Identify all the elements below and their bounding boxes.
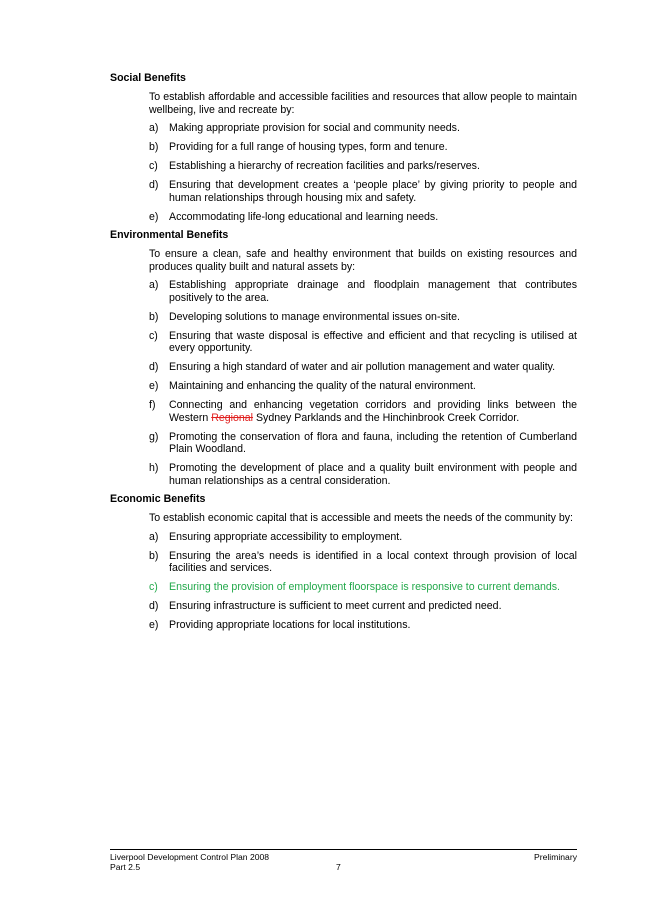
list-item [149,550,577,575]
item-text: Establishing a hierarchy of recreation facilities and parks/reserves. [169,160,480,172]
item-text [169,399,577,424]
social-benefits-section [0,72,653,223]
item-letter: c) [149,581,158,593]
list-item [149,279,577,304]
item-text: Maintaining and enhancing the quality of the natural environment. [169,380,476,392]
item-text: Developing solutions to manage environmental issues on-site. [169,310,460,323]
item-text: Ensuring that development creates a ‘people place’ by giving priority to people and human relationships through housing mix and safety. [169,179,577,204]
list-item [149,380,577,393]
item-text: Ensuring the area’s needs is identified in a local context through provision of local facilities and services. [169,549,577,574]
item-text: Establishing appropriate drainage and floodplain management that contributes positively to the area. [169,279,577,304]
item-text: Accommodating life-long educational and learning needs. [169,210,439,223]
environmental-benefits-section [0,229,653,487]
item-text-before: Connecting and enhancing vegetation corridors and providing links between the Western [169,399,577,424]
item-letter: a) [149,530,159,543]
section-heading: Social Benefits [110,72,186,84]
list-item [149,361,577,374]
item-text: Ensuring a high standard of water and air pollution management and water quality. [169,361,556,373]
section-intro: To ensure a clean, safe and healthy environment that builds on existing resources and produces quality built and natural assets by: [149,248,577,273]
item-letter: b) [149,310,159,323]
footer-status: Preliminary [534,852,577,862]
list-item [149,431,577,456]
item-text: Ensuring appropriate accessibility to employment. [169,530,403,543]
list-item [149,211,577,224]
item-letter: d) [149,600,159,612]
item-letter: a) [149,122,159,134]
footer-doc-title: Liverpool Development Control Plan 2008 [110,852,270,862]
item-text: Making appropriate provision for social and community needs. [169,122,460,134]
item-letter: c) [149,160,158,172]
list-item [149,141,577,154]
section-intro: To establish economic capital that is accessible and meets the needs of the community by: [149,512,573,524]
list-item [149,160,577,173]
footer-row [110,852,577,862]
item-letter: h) [149,462,159,474]
item-letter: c) [149,329,158,342]
list-item [149,179,577,204]
list-item [149,600,577,613]
item-text: Ensuring that waste disposal is effective and efficient and that recycling is utilised at every opportunity. [169,329,577,354]
list-item [149,330,577,355]
item-letter: a) [149,279,159,291]
item-letter: b) [149,549,159,562]
page-footer [110,849,577,872]
item-letter: e) [149,210,159,223]
inserted-list-item [149,581,577,594]
item-letter: e) [149,619,159,631]
list-item [149,122,577,135]
item-letter: b) [149,141,159,153]
list-item [149,399,577,424]
item-text: Promoting the development of place and a quality built environment with people and human relationships as a central consideration. [169,462,577,487]
economic-benefits-section [0,493,653,632]
item-letter: g) [149,430,159,443]
item-text: Providing appropriate locations for local institutions. [169,619,411,631]
page-number: 7 [336,862,341,872]
section-intro: To establish affordable and accessible facilities and resources that allow people to maintain wellbeing, live and recreate by: [149,91,577,116]
item-text: Ensuring infrastructure is sufficient to meet current and predicted need. [169,600,502,612]
item-letter: e) [149,380,159,392]
section-heading: Environmental Benefits [110,229,229,241]
item-letter: f) [149,399,156,411]
item-letter: d) [149,179,159,191]
footer-row [110,862,577,872]
footer-part: Part 2.5 [110,862,141,872]
list-item [149,311,577,324]
item-letter: d) [149,361,159,373]
section-heading: Economic Benefits [110,493,206,505]
item-text: Ensuring the provision of employment floorspace is responsive to current demands. [169,581,560,593]
list-item [149,619,577,632]
list-item [149,462,577,487]
item-text-after: Sydney Parklands and the Hinchinbrook Creek Corridor. [253,411,520,424]
item-text: Promoting the conservation of flora and fauna, including the retention of Cumberland Plain Woodland. [169,430,577,455]
deleted-text: Regional [211,411,254,424]
list-item [149,531,577,544]
item-text: Providing for a full range of housing types, form and tenure. [169,141,448,153]
